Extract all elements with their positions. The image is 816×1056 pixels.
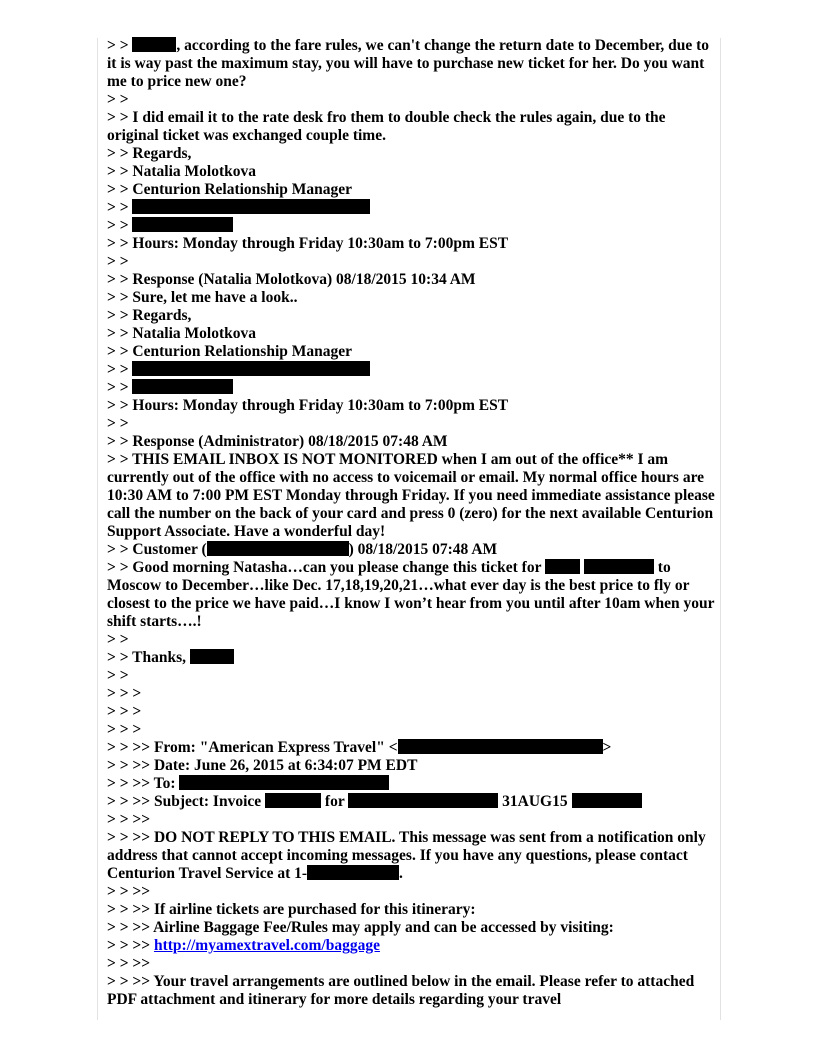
redaction: [348, 793, 498, 808]
email-line: > > >: [107, 685, 142, 702]
email-line: > > Good morning Natasha…can you please change this ticket for to Moscow to December…like Dec. 17,18,19,20,21…what ever day is the best price to fly or closest to the price we have paid…I know I won’t hear from you until after 10am when your shift starts….!: [107, 559, 715, 630]
email-line: > > >> If airline tickets are purchased for this itinerary:: [107, 901, 476, 918]
email-line: > > Sure, let me have a look..: [107, 289, 298, 306]
email-line: > > >: [107, 703, 142, 720]
redaction: [132, 37, 176, 52]
email-line: > >: [107, 631, 129, 648]
redaction: [584, 559, 654, 574]
email-line: > > Natalia Molotkova: [107, 163, 256, 180]
email-line: > > THIS EMAIL INBOX IS NOT MONITORED when I am out of the office** I am currently out of the office with no access to voicemail or email. My normal office hours are 10:30 AM to 7:00 PM EST Monday through Friday. If you need immediate assistance please call the number on the back of your card and press 0 (zero) for the next available Centurion Support Associate. Have a wonderful day!: [107, 451, 715, 540]
email-line: > >: [107, 253, 129, 270]
redaction: [265, 793, 321, 808]
email-line: > > >>: [107, 883, 151, 900]
email-line: > > >>: [107, 811, 151, 828]
email-line: > > >> Date: June 26, 2015 at 6:34:07 PM EDT: [107, 757, 418, 774]
email-line: > > Regards,: [107, 307, 192, 324]
redaction: [132, 361, 370, 376]
email-line: > >: [107, 361, 717, 379]
email-line: > > >> http://myamextravel.com/baggage: [107, 937, 380, 954]
redaction: [190, 649, 234, 664]
email-body: [107, 37, 717, 1009]
email-line: > > Centurion Relationship Manager: [107, 181, 353, 198]
baggage-link[interactable]: http://myamextravel.com/baggage: [153, 937, 380, 954]
email-line: > > Response (Natalia Molotkova) 08/18/2015 10:34 AM: [107, 271, 476, 288]
email-line: > > Regards,: [107, 145, 192, 162]
email-line: > >: [107, 379, 717, 397]
email-line: > >: [107, 199, 717, 217]
redaction: [132, 217, 233, 232]
redaction: [572, 793, 642, 808]
email-line: > > >> From: "American Express Travel" < >: [107, 739, 612, 756]
redaction: [132, 199, 370, 214]
redaction: [545, 559, 580, 574]
redaction: [132, 379, 233, 394]
email-line: > > Hours: Monday through Friday 10:30am to 7:00pm EST: [107, 235, 509, 252]
email-line: > >: [107, 415, 129, 432]
email-line: > >: [107, 667, 129, 684]
email-line: > > Hours: Monday through Friday 10:30am to 7:00pm EST: [107, 397, 509, 414]
email-line: > > >> To:: [107, 775, 717, 793]
redaction: [307, 865, 399, 880]
email-line: > > Centurion Relationship Manager: [107, 343, 353, 360]
email-line: > > , according to the fare rules, we can't change the return date to December, due to it is way past the maximum stay, you will have to purchase new ticket for her. Do you want me to price new one?: [107, 37, 710, 90]
redaction: [207, 541, 349, 556]
email-line: > > >> Airline Baggage Fee/Rules may apply and can be accessed by visiting:: [107, 919, 614, 936]
email-line: > > >> Subject: Invoice for 31AUG15: [107, 793, 717, 811]
email-line: > > >>: [107, 955, 151, 972]
email-line: > > Response (Administrator) 08/18/2015 07:48 AM: [107, 433, 448, 450]
email-line: > > >> Your travel arrangements are outlined below in the email. Please refer to attached PDF attachment and itinerary for more details regarding your travel: [107, 973, 695, 1008]
email-line: > > >> DO NOT REPLY TO THIS EMAIL. This message was sent from a notification only address that cannot accept incoming messages. If you have any questions, please contact Centurion Travel Service at 1- .: [107, 829, 706, 882]
redaction: [398, 739, 603, 754]
email-line: > > I did email it to the rate desk fro them to double check the rules again, due to the original ticket was exchanged couple time.: [107, 109, 666, 144]
redaction: [179, 775, 389, 790]
email-line: > > Thanks,: [107, 649, 717, 667]
email-line: > > >: [107, 721, 142, 738]
email-line: > > Customer ( ) 08/18/2015 07:48 AM: [107, 541, 498, 558]
email-line: > > Natalia Molotkova: [107, 325, 256, 342]
email-line: > >: [107, 217, 717, 235]
email-line: > >: [107, 91, 129, 108]
